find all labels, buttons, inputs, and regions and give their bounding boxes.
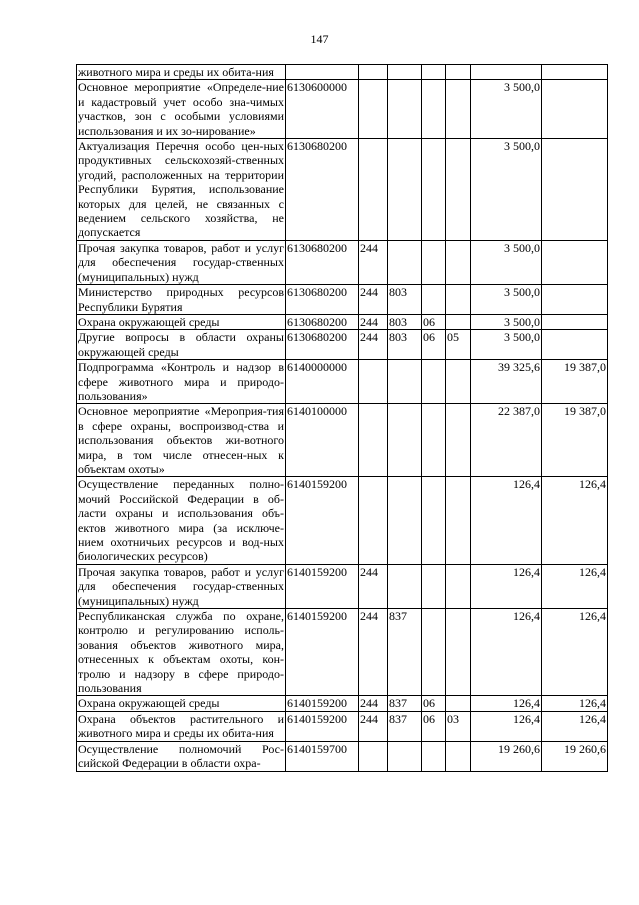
cell-amount-2: 126,4 bbox=[542, 711, 608, 741]
cell-target-article: 6130680200 bbox=[286, 139, 359, 241]
cell-amount-1: 3 500,0 bbox=[471, 80, 542, 139]
cell-amount-2 bbox=[542, 240, 608, 284]
cell-name: Осуществление полномочий Рос-сийской Федерации в области охра- bbox=[78, 741, 284, 771]
cell-amount-2 bbox=[542, 285, 608, 315]
page-number: 147 bbox=[310, 32, 329, 46]
budget-table bbox=[76, 64, 608, 772]
cell-subsection: 03 bbox=[446, 711, 471, 741]
cell-expense-type: 244 bbox=[359, 285, 388, 315]
cell-section bbox=[422, 285, 446, 315]
cell-section bbox=[422, 564, 446, 608]
cell-amount-1: 126,4 bbox=[471, 609, 542, 696]
table-row bbox=[77, 285, 608, 315]
cell-amount-1: 39 325,6 bbox=[471, 360, 542, 404]
cell-administrator bbox=[388, 404, 422, 477]
cell-amount-1: 19 260,6 bbox=[471, 741, 542, 771]
table-row bbox=[77, 80, 608, 139]
cell-amount-2: 126,4 bbox=[542, 564, 608, 608]
cell-section: 06 bbox=[422, 330, 446, 360]
table-row bbox=[77, 609, 608, 696]
cell-name: Осуществление переданных полно-мочий Российской Федерации в об-ласти охраны и использования объ-ектов животного мира (за исключе-нием охотничьих ресурсов и вод-ных биологических ресурсов) bbox=[78, 477, 284, 564]
cell-administrator bbox=[388, 80, 422, 139]
cell-section bbox=[422, 477, 446, 564]
cell-amount-2 bbox=[542, 314, 608, 329]
cell-amount-1: 126,4 bbox=[471, 696, 542, 711]
cell-expense-type bbox=[359, 360, 388, 404]
cell-section: 06 bbox=[422, 314, 446, 329]
cell-amount-2: 19 387,0 bbox=[542, 404, 608, 477]
cell-target-article: 6140159200 bbox=[286, 564, 359, 608]
cell-administrator bbox=[388, 139, 422, 241]
cell-section bbox=[422, 741, 446, 771]
cell-expense-type bbox=[359, 80, 388, 139]
cell-subsection bbox=[446, 564, 471, 608]
cell-subsection bbox=[446, 609, 471, 696]
cell-subsection bbox=[446, 696, 471, 711]
cell-amount-1: 22 387,0 bbox=[471, 404, 542, 477]
cell-amount-1 bbox=[471, 65, 542, 80]
cell-administrator bbox=[388, 564, 422, 608]
cell-target-article: 6130680200 bbox=[286, 314, 359, 329]
cell-expense-type: 244 bbox=[359, 564, 388, 608]
cell-amount-1: 3 500,0 bbox=[471, 139, 542, 241]
cell-name: Основное мероприятие «Определе-ние и кадастровый учет особо зна-чимых участков, зон с особыми условиями использования и их зо-нирование» bbox=[78, 80, 284, 138]
cell-target-article: 6130680200 bbox=[286, 330, 359, 360]
cell-target-article: 6140159200 bbox=[286, 477, 359, 564]
cell-name: Прочая закупка товаров, работ и услуг для обеспечения государ-ственных (муниципальных) нужд bbox=[78, 240, 284, 284]
cell-administrator bbox=[388, 240, 422, 284]
cell-amount-2: 19 260,6 bbox=[542, 741, 608, 771]
cell-amount-1: 126,4 bbox=[471, 477, 542, 564]
cell-amount-2 bbox=[542, 139, 608, 241]
table-row bbox=[77, 240, 608, 284]
table-row bbox=[77, 711, 608, 741]
cell-subsection: 05 bbox=[446, 330, 471, 360]
cell-name: животного мира и среды их обита-ния bbox=[77, 65, 286, 80]
cell-amount-2 bbox=[542, 330, 608, 360]
cell-name: Охрана окружающей среды bbox=[77, 314, 286, 329]
cell-amount-2: 126,4 bbox=[542, 477, 608, 564]
cell-target-article: 6130680200 bbox=[286, 240, 359, 284]
cell-subsection bbox=[446, 477, 471, 564]
table-row bbox=[77, 741, 608, 771]
cell-administrator: 837 bbox=[388, 711, 422, 741]
cell-section bbox=[422, 80, 446, 139]
table-row bbox=[77, 139, 608, 241]
cell-expense-type: 244 bbox=[359, 330, 388, 360]
cell-amount-2: 126,4 bbox=[542, 609, 608, 696]
cell-expense-type: 244 bbox=[359, 609, 388, 696]
cell-administrator: 803 bbox=[388, 314, 422, 329]
cell-expense-type: 244 bbox=[359, 240, 388, 284]
cell-target-article: 6140159200 bbox=[286, 609, 359, 696]
cell-target-article: 6140100000 bbox=[286, 404, 359, 477]
cell-subsection bbox=[446, 80, 471, 139]
cell-expense-type: 244 bbox=[359, 711, 388, 741]
cell-administrator bbox=[388, 741, 422, 771]
cell-amount-1: 126,4 bbox=[471, 564, 542, 608]
cell-target-article: 6140000000 bbox=[286, 360, 359, 404]
cell-amount-2 bbox=[542, 80, 608, 139]
table-row bbox=[77, 65, 608, 80]
cell-expense-type bbox=[359, 65, 388, 80]
cell-subsection bbox=[446, 240, 471, 284]
cell-target-article: 6130600000 bbox=[286, 80, 359, 139]
cell-name: Республиканская служба по охране, контролю и регулированию исполь-зования объектов животного мира, отнесенных к объектам охоты, кон-тролю и надзору в сфере природо-пользования bbox=[78, 609, 284, 696]
cell-amount-2: 19 387,0 bbox=[542, 360, 608, 404]
cell-name: Другие вопросы в области охраны окружающей среды bbox=[78, 330, 284, 359]
cell-subsection bbox=[446, 741, 471, 771]
cell-subsection bbox=[446, 65, 471, 80]
cell-section bbox=[422, 240, 446, 284]
cell-expense-type bbox=[359, 404, 388, 477]
cell-target-article: 6140159200 bbox=[286, 696, 359, 711]
cell-subsection bbox=[446, 285, 471, 315]
cell-administrator: 837 bbox=[388, 609, 422, 696]
cell-expense-type: 244 bbox=[359, 314, 388, 329]
table-row bbox=[77, 477, 608, 564]
cell-expense-type bbox=[359, 741, 388, 771]
cell-amount-1: 3 500,0 bbox=[471, 240, 542, 284]
table-row bbox=[77, 330, 608, 360]
cell-target-article: 6140159700 bbox=[286, 741, 359, 771]
table-row bbox=[77, 404, 608, 477]
table-row bbox=[77, 564, 608, 608]
cell-name: Охрана объектов растительного и животного мира и среды их обита-ния bbox=[78, 711, 284, 741]
cell-target-article bbox=[286, 65, 359, 80]
cell-subsection bbox=[446, 360, 471, 404]
cell-administrator bbox=[388, 65, 422, 80]
cell-section: 06 bbox=[422, 711, 446, 741]
cell-expense-type: 244 bbox=[359, 696, 388, 711]
cell-section: 06 bbox=[422, 696, 446, 711]
cell-administrator bbox=[388, 477, 422, 564]
cell-amount-1: 3 500,0 bbox=[471, 330, 542, 360]
cell-amount-2: 126,4 bbox=[542, 696, 608, 711]
cell-name: Основное мероприятие «Мероприя-тия в сфере охраны, воспроизвод-ства и использования объектов жи-вотного мира, в том числе отнесен-ных к объектам охоты» bbox=[78, 404, 284, 476]
cell-subsection bbox=[446, 404, 471, 477]
cell-administrator bbox=[388, 360, 422, 404]
cell-name: Министерство природных ресурсов Республики Бурятия bbox=[78, 285, 284, 314]
table-row bbox=[77, 360, 608, 404]
cell-name: Актуализация Перечня особо цен-ных продуктивных сельскохозяй-ственных угодий, расположенных на территории Республики Бурятия, использование которых для целей, не связанных с ведением сельского хозяйства, не допускается bbox=[78, 139, 284, 240]
cell-name: Охрана окружающей среды bbox=[77, 696, 286, 711]
cell-amount-1: 126,4 bbox=[471, 711, 542, 741]
cell-subsection bbox=[446, 139, 471, 241]
cell-amount-2 bbox=[542, 65, 608, 80]
cell-section bbox=[422, 360, 446, 404]
cell-expense-type bbox=[359, 139, 388, 241]
cell-name: Прочая закупка товаров, работ и услуг для обеспечения государ-ственных (муниципальных) нужд bbox=[78, 564, 284, 608]
cell-administrator: 803 bbox=[388, 330, 422, 360]
cell-administrator: 803 bbox=[388, 285, 422, 315]
cell-target-article: 6130680200 bbox=[286, 285, 359, 315]
cell-administrator: 837 bbox=[388, 696, 422, 711]
cell-expense-type bbox=[359, 477, 388, 564]
cell-section bbox=[422, 139, 446, 241]
cell-subsection bbox=[446, 314, 471, 329]
cell-target-article: 6140159200 bbox=[286, 711, 359, 741]
cell-amount-1: 3 500,0 bbox=[471, 285, 542, 315]
cell-amount-1: 3 500,0 bbox=[471, 314, 542, 329]
cell-section bbox=[422, 609, 446, 696]
table-row bbox=[77, 696, 608, 711]
cell-name: Подпрограмма «Контроль и надзор в сфере животного мира и природо-пользования» bbox=[78, 360, 284, 403]
table-row bbox=[77, 314, 608, 329]
cell-section bbox=[422, 404, 446, 477]
cell-section bbox=[422, 65, 446, 80]
